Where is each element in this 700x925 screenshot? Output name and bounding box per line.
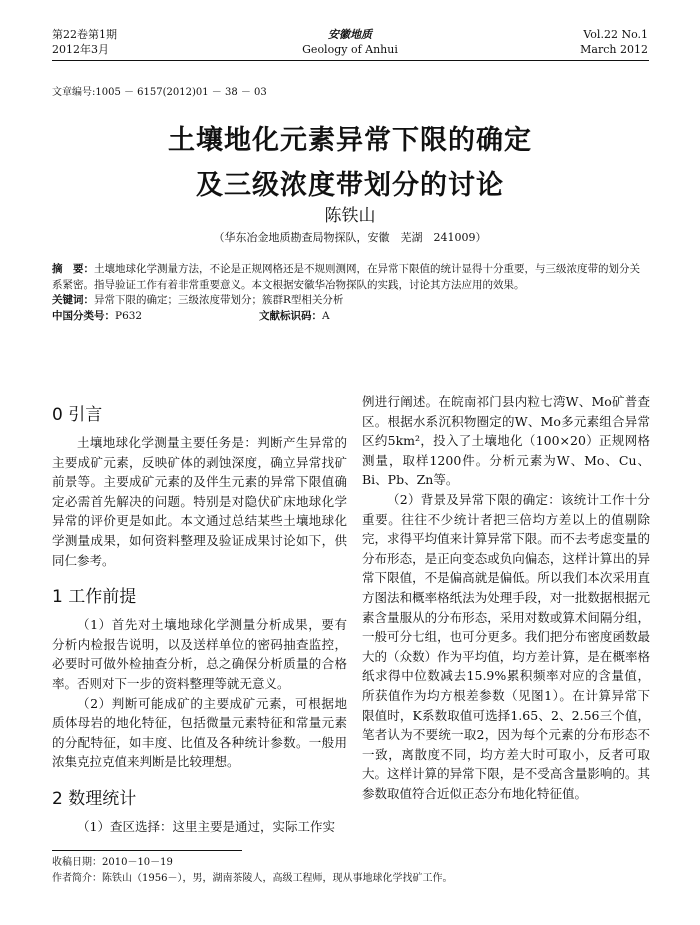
volume-issue-en: Vol.22 No.1: [583, 28, 648, 41]
title-line-1: 土壤地化元素异常下限的确定: [168, 125, 532, 156]
doc-code: [259, 309, 330, 325]
doc-code-value: A: [322, 310, 330, 322]
journal-name-cn: 安徽地质: [328, 28, 372, 41]
keywords-label: 关键词：: [52, 294, 94, 306]
section-2-paragraph-1: （1）查区选择：这里主要是通过，实际工作实: [77, 818, 335, 834]
abstract-label: 摘 要：: [52, 263, 94, 275]
section-1-paragraph-2: （2）判断可能成矿的主要成矿元素，可根据地质体母岩的地化特征，包括微量元素特征和常量元素的分配特征，如丰度、比值及各种统计参数。一般用浓集克拉克值来判断是比较理想。: [52, 695, 347, 770]
abstract: [52, 262, 650, 293]
right-column: [362, 392, 650, 803]
received-date: 收稿日期：2010－10－19: [52, 857, 173, 868]
issue-date: 2012年3月: [52, 43, 109, 56]
author: 陈铁山: [324, 206, 376, 226]
journal-name-en: Geology of Anhui: [302, 43, 398, 56]
footnote-rule: [52, 850, 242, 851]
right-paragraph-2: （2）背景及异常下限的确定：该统计工作十分重要。往往不少统计者把三倍均方差以上的值剔除完，求得平均值来计算异常下限。而不去考虑变量的分布形态，是正向变态或负向偏态，这样计算出的异常下限值，不是偏高就是偏低。所以我们本次采用直方图法和概率格纸法为处理手段，对一批数据根据元素含量服从的分布形态，采用对数或算术间隔分组，一般可分七组，也可分更多。我们把分布密度函数最大的（众数）作为平均值，均方差计算，是在概率格纸求得中位数减去15.9%累积频率对应的含量值，所获值作为均方根差参数（见图1）。在计算异常下限值时，K系数取值可选择1.65、2、2.56三个值，笔者认为不要统一取2，因为每个元素的分布形态不一致，离散度不同，均方差大时可取小，反者可取大。这样计算的异常下限，是不受高含量影响的。其参数取值符合近似正态分布地化特征值。: [362, 491, 650, 801]
keywords: [52, 293, 650, 309]
section-1-heading: 1 工作前提: [52, 587, 137, 608]
classification: [52, 309, 650, 325]
affiliation: （华东冶金地质勘查局物探队，安徽 芜湖 241009）: [213, 231, 487, 244]
article-id: 文章编号:1005 － 6157(2012)01 － 38 － 03: [52, 87, 267, 98]
title-line-2: 及三级浓度带划分的讨论: [196, 170, 504, 201]
section-2-heading: 2 数理统计: [52, 788, 137, 809]
section-0-heading: 0 引言: [52, 405, 103, 425]
clc-value: P632: [115, 310, 143, 322]
doc-code-label: 文献标识码：: [259, 310, 322, 322]
right-paragraph-continued: 例进行阐述。在皖南祁门县内粒七湾W、Mo矿普查区。根据水系沉积物圈定的W、Mo多元素组合异常区约5km²，投入了土壤地化（100×20）正规网格测量，取样1200件。分析元素为W、Mo、Cu、Bi、Pb、Zn等。: [362, 394, 650, 488]
section-0-paragraph: 土壤地球化学测量主要任务是：判断产生异常的主要成矿元素，反映矿体的剥蚀深度，确立异常找矿前景等。主要成矿元素的及伴生元素的异常下限值确定必需首先解决的问题。特别是对隐伏矿床地球化学异常的评价更是如此。本文通过总结某些土壤地球化学测量成果，如何资料整理及验证成果讨论如下，供同仁参考。: [52, 435, 347, 568]
issue-date-en: March 2012: [580, 43, 648, 56]
clc-label: 中国分类号：: [52, 310, 115, 322]
keywords-text: 异常下限的确定；三级浓度带划分；簇群R型相关分析: [94, 294, 344, 306]
section-1-paragraph-1: （1）首先对土壤地球化学测量分析成果，要有分析内检报告说明，以及送样单位的密码抽查监控，必要时可做外检抽查分析，总之确保分析质量的合格率。否则对下一步的资料整理等就无意义。: [52, 617, 347, 691]
header-rule: [52, 60, 649, 61]
author-bio: 作者简介：陈铁山（1956－），男，湖南茶陵人，高级工程师，现从事地球化学找矿工作。: [52, 873, 453, 884]
volume-issue: 第22卷第1期: [52, 28, 117, 41]
abstract-text: 土壤地球化学测量方法，不论是正规网格还是不规则测网，在异常下限值的统计显得十分重要，与三级浓度带的划分关系紧密。指导验证工作有着非常重要意义。本文根据安徽华冶物探队的实践，讨论其方法应用的效果。: [52, 263, 640, 291]
left-column: [52, 400, 347, 837]
